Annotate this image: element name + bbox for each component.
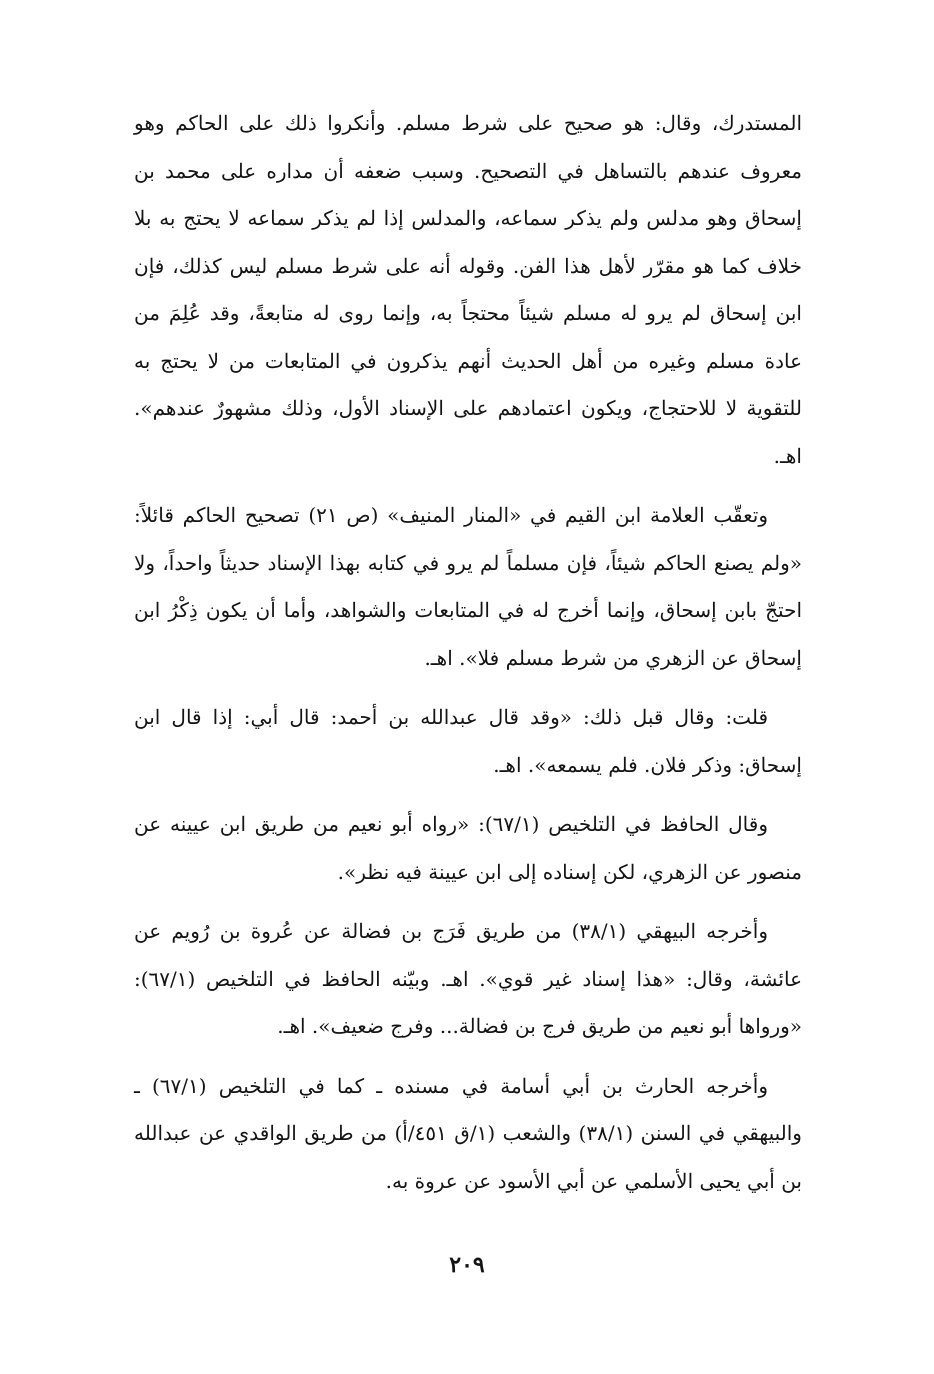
- body-text: [134, 100, 802, 1217]
- paragraph-5: وأخرجه البيهقي (٣٨/١) من طريق فَرَج بن فضالة عن عُروة بن رُويم عن عائشة، وقال: «هذا إسناد غير قوي». اهـ. وبيّنه الحافظ في التلخيص (٦٧/١): «ورواها أبو نعيم من طريق فرج بن فضالة... وفرج ضعيف». اهـ.: [134, 919, 802, 1038]
- paragraph-3: قلت: وقال قبل ذلك: «وقد قال عبدالله بن أحمد: قال أبي: إذا قال ابن إسحاق: وذكر فلان. فلم يسمعه». اهـ.: [134, 705, 802, 777]
- paragraph-2: وتعقّب العلامة ابن القيم في «المنار المنيف» (ص ٢١) تصحيح الحاكم قائلاً: «ولم يصنع الحاكم شيئاً، فإن مسلماً لم يرو في كتابه بهذا الإسناد حديثاً واحداً، ولا احتجّ بابن إسحاق، وإنما أخرج له في المتابعات والشواهد، وأما أن يكون ذِكْرُ ابن إسحاق عن الزهري من شرط مسلم فلا». اهـ.: [134, 503, 802, 670]
- paragraph-1: المستدرك، وقال: هو صحيح على شرط مسلم. وأنكروا ذلك على الحاكم وهو معروف عندهم بالتساهل في التصحيح. وسبب ضعفه أن مداره على محمد بن إسحاق وهو مدلس ولم يذكر سماعه، والمدلس إذا لم يذكر سماعه لا يحتج به بلا خلاف كما هو مقرّر لأهل هذا الفن. وقوله أنه على شرط مسلم ليس كذلك، فإن ابن إسحاق لم يرو له مسلم شيئاً محتجاً به، وإنما روى له متابعةً، وقد عُلِمَ من عادة مسلم وغيره من أهل الحديث أنهم يذكرون في المتابعات من لا يحتج به للتقوية لا للاحتجاج، ويكون اعتمادهم على الإسناد الأول، وذلك مشهورٌ عندهم». اهـ.: [134, 111, 802, 468]
- paragraph-4: وقال الحافظ في التلخيص (٦٧/١): «رواه أبو نعيم من طريق ابن عيينه عن منصور عن الزهري، لكن إسناده إلى ابن عيينة فيه نظر».: [134, 812, 802, 884]
- page-number: ٢٠٩: [449, 1252, 485, 1278]
- paragraph-6: وأخرجه الحارث بن أبي أسامة في مسنده ـ كما في التلخيص (٦٧/١) ـ والبيهقي في السنن (٣٨/١) والشعب (١/ق ٤٥١/أ) من طريق الواقدي عن عبدالله بن أبي يحيى الأسلمي عن أبي الأسود عن عروة به.: [134, 1073, 802, 1193]
